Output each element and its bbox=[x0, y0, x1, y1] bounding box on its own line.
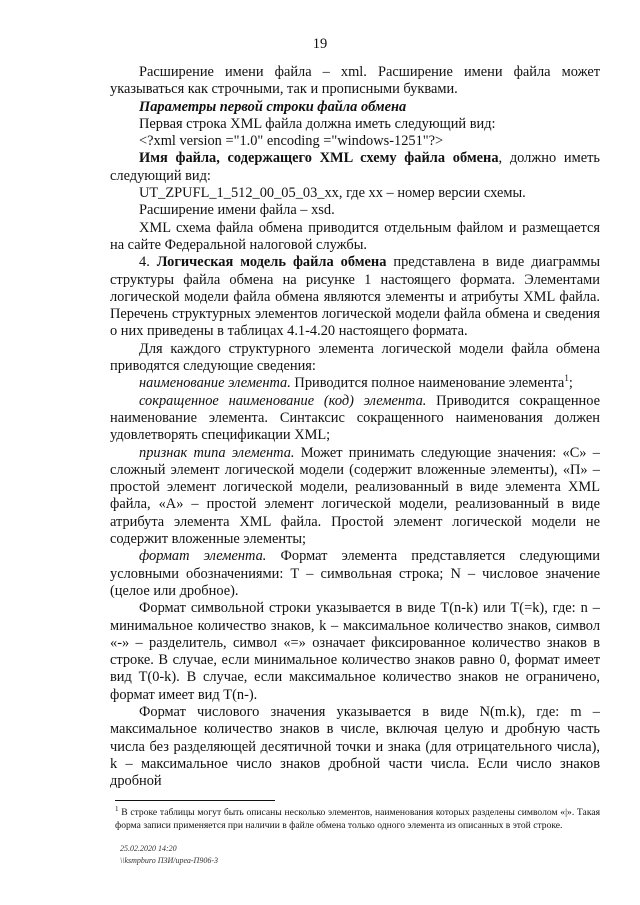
paragraph-string-format: Формат символьной строки указывается в виде Т(n-k) или Т(=k), где: n – минимальное количество знаков, k – максимальное количество знаков, символ «-» – разделитель, символ «=» означает фиксированное количество знаков в строке. В случае, если минимальное количество знаков равно 0, формат имеет вид Т(0-k). В случае, если максимальное количество знаков не ограничено, формат имеет вид Т(n-). bbox=[110, 600, 600, 703]
footnote-number: 1 bbox=[115, 804, 119, 813]
paragraph-first-line: Первая строка XML файла должна иметь следующий вид: bbox=[139, 115, 496, 132]
paragraph-extension: Расширение имени файла – xml. Расширение имени файла может указываться как строчными, так и прописными буквами. bbox=[110, 64, 600, 98]
footnote-divider bbox=[115, 800, 275, 801]
list-item-format: формат элемента. Формат элемента представляется следующими условными обозначениями: Т – символьная строка; N – числовое значение (целое или дробное). bbox=[110, 548, 600, 599]
list-item-name: наименование элемента. Приводится полное наименование элемента$^1$; bbox=[139, 373, 573, 392]
footnote-ref: 1 bbox=[564, 373, 569, 384]
footnote-text: В строке таблицы могут быть описаны несколько элементов, наименования которых разделены символом «|». Такая форма записи применяется при наличии в файле обмена только одного элемента из описанных в этой строке. bbox=[115, 807, 600, 831]
print-stamp-date: 25.02.2020 14:20 bbox=[120, 844, 177, 853]
page-number: 19 bbox=[312, 36, 328, 52]
print-stamp-path: \\ksmpburo ПЗИ/иреа-П906-3 bbox=[120, 856, 218, 865]
paragraph-logical-model: 4. Логическая модель файла обмена представлена в виде диаграммы структуры файла обмена на рисунке 1 настоящего формата. Элементами логической модели файла обмена являются элементы и атрибуты XML файла. Перечень структурных элементов логической модели файла обмена и сведения о них приведены в таблицах 4.1-4.20 настоящего формата. bbox=[110, 254, 600, 340]
paragraph-element-info: Для каждого структурного элемента логической модели файла обмена приводятся следующие сведения: bbox=[110, 340, 600, 375]
xml-declaration-code: <?xml version ="1.0" encoding ="windows-1251"?> bbox=[139, 133, 444, 150]
page-body bbox=[110, 64, 600, 790]
schema-filename-bold: Имя файла, содержащего XML схему файла обмена bbox=[139, 150, 499, 167]
list-item-type: признак типа элемента. Может принимать следующие значения: «С» – сложный элемент логической модели (содержит вложенные элементы), «П» – простой элемент логической модели, реализованный в виде элемента XML файла, «А» – простой элемент логической модели, реализованный в виде атрибута элемента XML файла. Простой элемент логической модели не содержит вложенные элементы; bbox=[110, 444, 600, 548]
paragraph-schema-location: XML схема файла обмена приводится отдельным файлом и размещается на сайте Федеральной налоговой службы. bbox=[110, 219, 600, 253]
schema-filename-pattern: UT_ZPUFL_1_512_00_05_03_xx, где xx – номер версии схемы. bbox=[139, 185, 526, 202]
list-item-short-name: сокращенное наименование (код) элемента. Приводится сокращенное наименование элемента. Синтаксис сокращенного наименования должен удовлетворять спецификации XML; bbox=[110, 392, 600, 444]
paragraph-schema-extension: Расширение имени файла – xsd. bbox=[139, 202, 335, 219]
paragraph-numeric-format: Формат числового значения указывается в виде N(m.k), где: m – максимальное количество знаков в числе, включая целую и дробную часть числа без разделяющей десятичной точки и знака (для отрицательного числа), k – максимальное число знаков дробной части числа. Если число знаков дробной bbox=[110, 703, 600, 790]
paragraph-schema-filename: Имя файла, содержащего XML схему файла обмена, должно иметь следующий вид: bbox=[110, 150, 600, 184]
section-heading: Параметры первой строки файла обмена bbox=[139, 98, 407, 115]
logical-model-bold: Логическая модель файла обмена bbox=[156, 254, 387, 271]
footnote bbox=[115, 806, 600, 832]
